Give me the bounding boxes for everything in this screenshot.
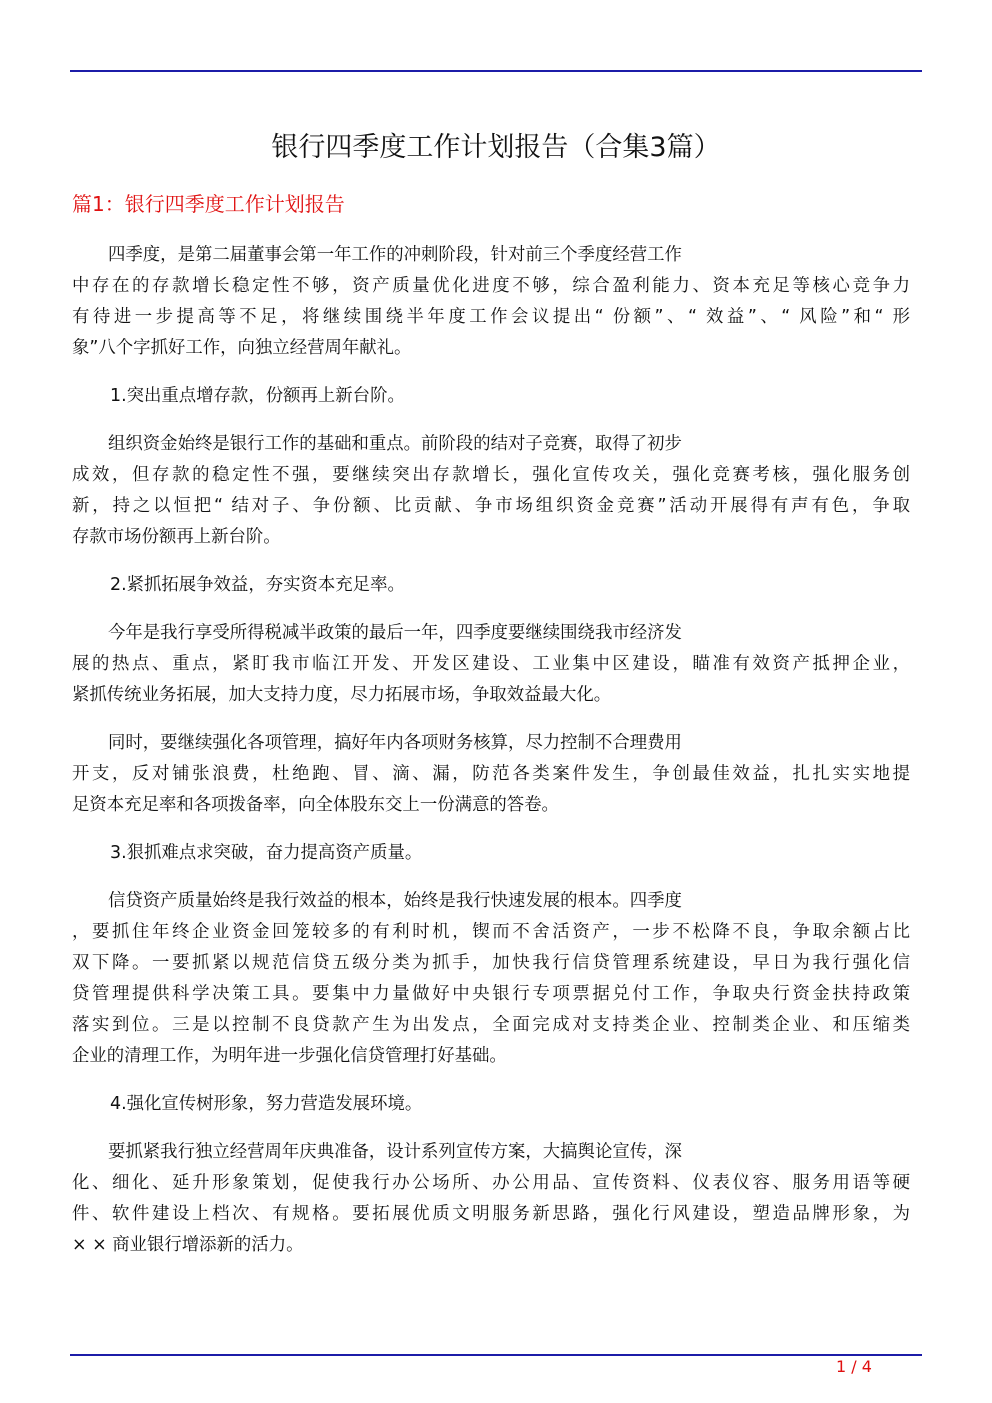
document-title: 银行四季度工作计划报告（合集3篇） (271, 132, 721, 163)
header-rule (70, 70, 922, 72)
page-number: 1 / 4 (836, 1357, 872, 1376)
paragraph-line: 成效，但存款的稳定性不强，要继续突出存款增长，强化宣传攻关，强化竞赛考核，强化服务创 (72, 465, 910, 485)
paragraph (72, 886, 910, 1072)
paragraph-line: 要抓紧我行独立经营周年庆典准备，设计系列宣传方案，大搞舆论宣传，深 (108, 1142, 682, 1162)
paragraph-line: 足资本充足率和各项拨备率，向全体股东交上一份满意的答卷。 (72, 795, 559, 815)
paragraph-line: 紧抓传统业务拓展，加大支持力度，尽力拓展市场，争取效益最大化。 (72, 685, 612, 705)
paragraph-line: × × 商业银行增添新的活力。 (72, 1235, 304, 1255)
paragraph-line: 有待进一步提高等不足，将继续围绕半年度工作会议提出“ 份额”、“ 效益”、“ 风险”和“ 形 (72, 307, 910, 327)
list-item-heading: 1.突出重点增存款，份额再上新台阶。 (110, 386, 405, 406)
paragraph-line: 落实到位。三是以控制不良贷款产生为出发点，全面完成对支持类企业、控制类企业、和压缩类 (72, 1015, 910, 1035)
list-item-heading: 4.强化宣传树形象，努力营造发展环境。 (110, 1094, 423, 1114)
paragraph-line: 化、细化、延升形象策划，促使我行办公场所、办公用品、宣传资料、仪表仪容、服务用语等硬 (72, 1173, 910, 1193)
paragraph-line: 双下降。一要抓紧以规范信贷五级分类为抓手，加快我行信贷管理系统建设，早日为我行强化信 (72, 953, 910, 973)
document-body (72, 240, 910, 1278)
paragraph (72, 618, 910, 711)
paragraph-line: 贷管理提供科学决策工具。要集中力量做好中央银行专项票据兑付工作，争取央行资金扶持政策 (72, 984, 910, 1004)
paragraph-line: 组织资金始终是银行工作的基础和重点。前阶段的结对子竞赛，取得了初步 (108, 434, 682, 454)
paragraph-line: 信贷资产质量始终是我行效益的根本，始终是我行快速发展的根本。四季度 (108, 891, 682, 911)
paragraph (72, 1137, 910, 1261)
paragraph-line: 今年是我行享受所得税减半政策的最后一年，四季度要继续围绕我市经济发 (108, 623, 682, 643)
paragraph-line: 企业的清理工作，为明年进一步强化信贷管理打好基础。 (72, 1046, 507, 1066)
paragraph-line: 开支，反对铺张浪费，杜绝跑、冒、滴、漏，防范各类案件发生，争创最佳效益，扎扎实实地提 (72, 764, 910, 784)
paragraph-line: 中存在的存款增长稳定性不够，资产质量优化进度不够，综合盈利能力、资本充足等核心竞争力 (72, 276, 910, 296)
list-item-heading: 2.紧抓拓展争效益，夯实资本充足率。 (110, 575, 405, 595)
paragraph (72, 728, 910, 821)
paragraph-line: 存款市场份额再上新台阶。 (72, 527, 281, 547)
section-heading: 篇1：银行四季度工作计划报告 (72, 192, 345, 216)
paragraph-line: 同时，要继续强化各项管理，搞好年内各项财务核算，尽力控制不合理费用 (108, 733, 682, 753)
paragraph-line: 四季度，是第二届董事会第一年工作的冲刺阶段，针对前三个季度经营工作 (108, 245, 682, 265)
paragraph-line: ，要抓住年终企业资金回笼较多的有利时机，锲而不舍活资产，一步不松降不良，争取余额占比 (72, 922, 910, 942)
paragraph-line: 展的热点、重点，紧盯我市临江开发、开发区建设、工业集中区建设，瞄准有效资产抵押企业， (72, 654, 910, 674)
list-item-heading: 3.狠抓难点求突破，奋力提高资产质量。 (110, 843, 423, 863)
paragraph (72, 429, 910, 553)
footer-rule (70, 1354, 922, 1356)
paragraph-line: 件、软件建设上档次、有规格。要拓展优质文明服务新思路，强化行风建设，塑造品牌形象，为 (72, 1204, 910, 1224)
paragraph-line: 新，持之以恒把“ 结对子、争份额、比贡献、争市场组织资金竞赛”活动开展得有声有色，争取 (72, 496, 910, 516)
paragraph-line: 象”八个字抓好工作，向独立经营周年献礼。 (72, 338, 412, 358)
paragraph (72, 240, 910, 364)
